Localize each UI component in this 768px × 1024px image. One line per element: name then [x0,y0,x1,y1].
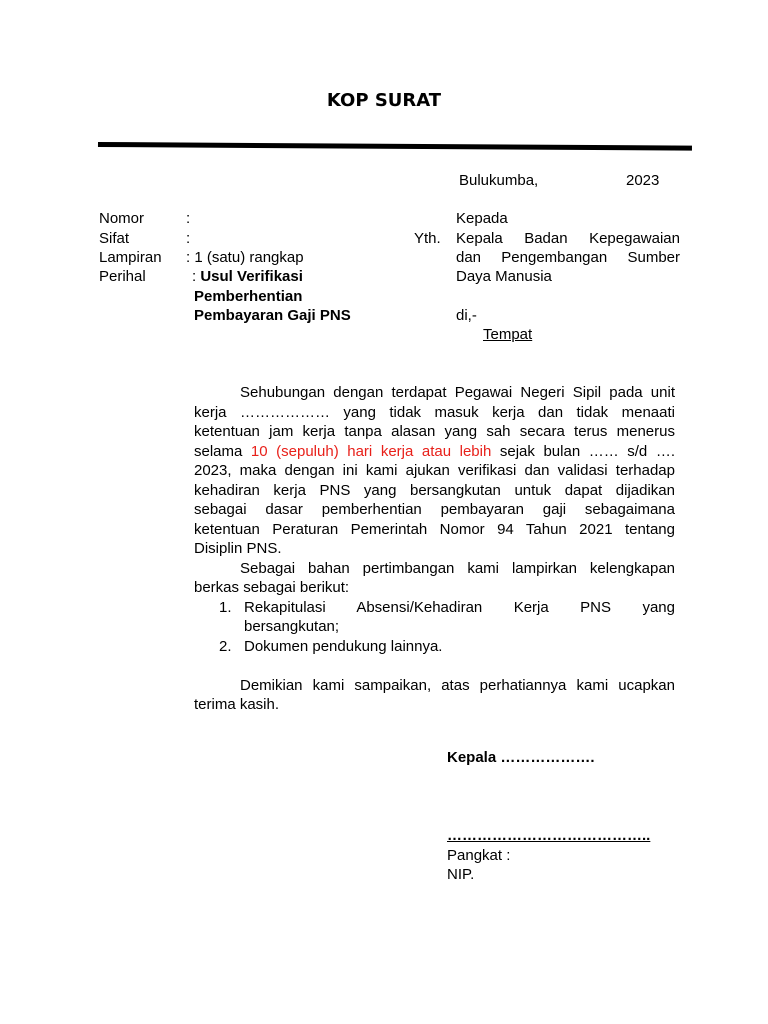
recipient-line-3: Daya Manusia [456,268,552,285]
nomor-label: Nomor [99,210,145,227]
recipient-yth: Yth. [414,230,441,247]
sifat-value: : [186,230,191,247]
closing-line-2: terima kasih. [194,696,280,713]
perihal-prefix: : [192,268,201,285]
perihal-line-3: Pembayaran Gaji PNS [194,307,351,324]
recipient-line-2: dan Pengembangan Sumber [456,249,680,266]
list-item-line-1: Dokumen pendukung lainnya. [244,637,443,655]
list-item [194,637,675,657]
body-p1-line-1: Sehubungan dengan terdapat Pegawai Negeri Sipil pada unit [240,384,675,401]
signature-pangkat: Pangkat : [447,847,511,864]
body-p1-l4-post: sejak bulan …… s/d …. [491,442,676,460]
signature-title: Kepala ………………. [447,749,595,766]
letter-body [194,383,675,715]
body-p1-line-3: ketentuan jam kerja tanpa alasan yang sah secara terus menerus [194,423,675,440]
nomor-value: : [186,210,191,227]
recipient-kepada: Kepada [456,210,508,227]
blank-line [194,656,675,676]
body-p1-line-7: sebagai dasar pemberhentian pembayaran gaji sebagaimana [194,501,675,518]
list-item-number: 1. [219,598,232,616]
perihal-line-1: Usul Verifikasi [200,268,303,285]
body-p1-l4-pre: selama [194,442,251,460]
body-p1-line-9: Disiplin PNS. [194,540,282,557]
recipient-line-1: Kepala Badan Kepegawaian [456,230,680,247]
perihal-label: Perihal [99,268,146,285]
signature-nip: NIP. [447,866,475,883]
body-p1-line-5: 2023, maka dengan ini kami ajukan verifikasi dan validasi terhadap [194,462,675,479]
lampiran-label: Lampiran [99,249,162,266]
lampiran-value: : 1 (satu) rangkap [186,249,304,266]
closing-line-1: Demikian kami sampaikan, atas perhatiannya kami ucapkan [240,676,675,694]
perihal-line-2: Pemberhentian [194,288,303,305]
recipient-tempat: Tempat [483,326,533,343]
body-p2-line-2: berkas sebagai berikut: [194,579,350,596]
place: Bulukumba, [459,172,539,189]
letterhead-divider [98,142,692,151]
sifat-label: Sifat [99,230,130,247]
recipient-di: di,- [456,307,477,324]
body-p1-line-4 [194,442,675,462]
letterhead-title: KOP SURAT [326,90,442,111]
highlight-duration: 10 (sepuluh) hari kerja atau lebih [250,442,492,460]
list-item-line-1: Rekapitulasi Absensi/Kehadiran Kerja PNS yang [244,598,675,616]
body-p1-line-2: kerja ……………… yang tidak masuk kerja dan tidak menaati [194,403,675,421]
list-item-line-2: bersangkutan; [244,618,340,635]
list-item-number: 2. [219,637,232,655]
perihal-value [192,267,303,287]
body-p1-line-8: ketentuan Peraturan Pemerintah Nomor 94 Tahun 2021 tentang [194,520,675,538]
body-p1-line-6: kehadiran kerja PNS yang bersangkutan untuk dapat dijadikan [194,481,675,499]
list-item [194,598,675,637]
signature-name-line: ………………………………….. [447,827,651,844]
body-p2-line-1: Sebagai bahan pertimbangan kami lampirkan kelengkapan [240,559,675,577]
year: 2023 [626,172,660,189]
